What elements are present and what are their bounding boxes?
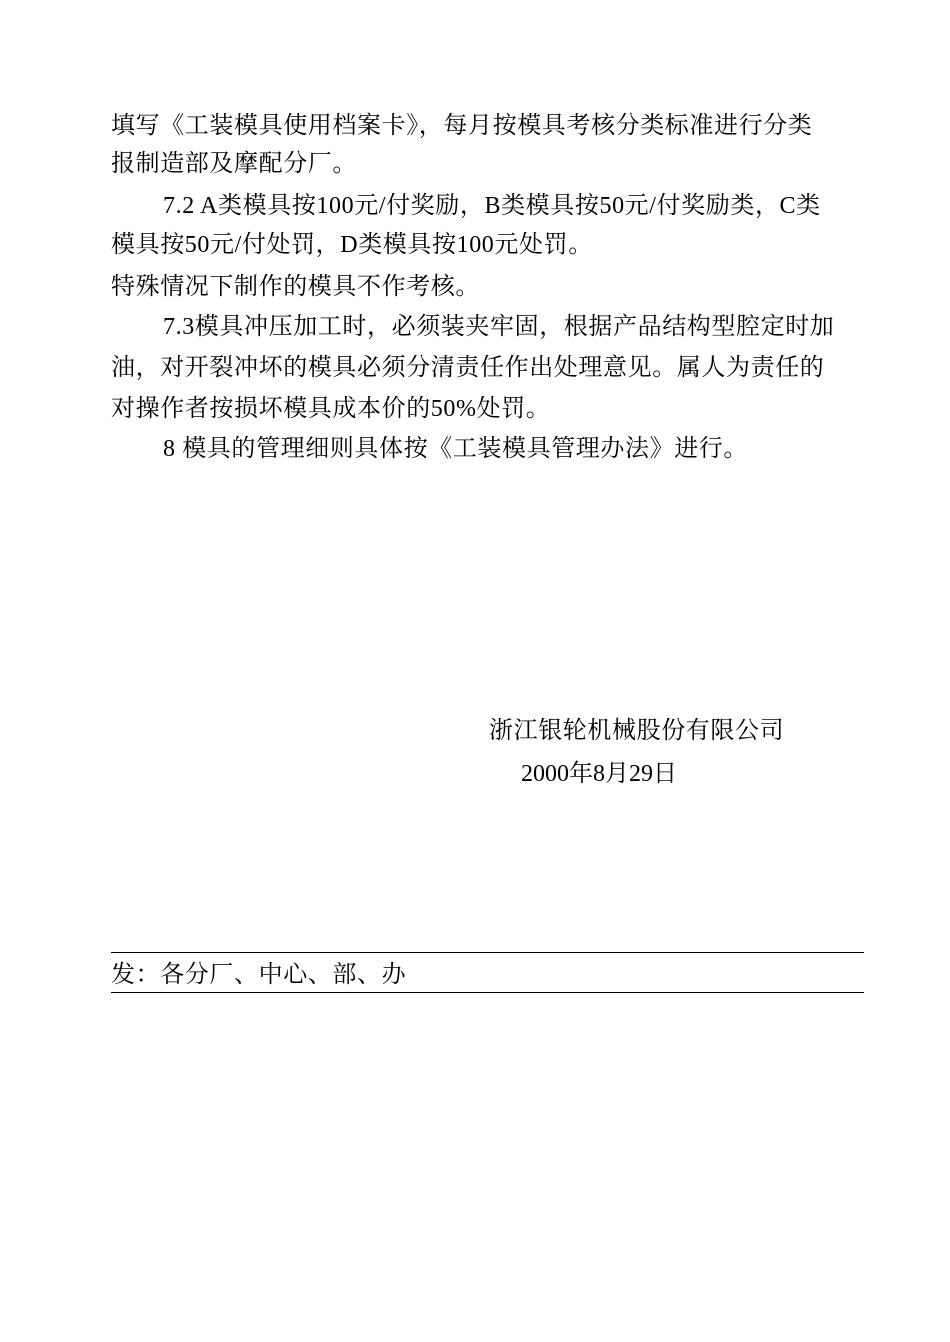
clause-7-2-line-1: 7.2 A类模具按100元/付奖励，B类模具按50元/付奖励类，C类 bbox=[163, 193, 821, 219]
distribution-list: 发：各分厂、中心、部、办 bbox=[111, 962, 407, 988]
signature-date: 2000年8月29日 bbox=[521, 761, 677, 787]
clause-7-3-line-1: 7.3模具冲压加工时，必须装夹牢固，根据产品结构型腔定时加 bbox=[163, 314, 835, 340]
body-line-1: 填写《工装模具使用档案卡》，每月按模具考核分类标准进行分类 bbox=[111, 113, 813, 139]
distribution-top-rule bbox=[111, 952, 864, 953]
clause-7-2-line-2: 模具按50元/付处罚，D类模具按100元处罚。 bbox=[111, 232, 593, 258]
clause-7-3-line-3: 对操作者按损坏模具成本价的50%处罚。 bbox=[111, 396, 551, 422]
signature-company: 浙江银轮机械股份有限公司 bbox=[489, 718, 785, 744]
body-line-2: 报制造部及摩配分厂。 bbox=[111, 151, 357, 177]
clause-7-3-line-2: 油，对开裂冲坏的模具必须分清责任作出处理意见。属人为责任的 bbox=[111, 355, 825, 381]
special-case-note: 特殊情况下制作的模具不作考核。 bbox=[111, 274, 480, 300]
clause-8: 8 模具的管理细则具体按《工装模具管理办法》进行。 bbox=[163, 436, 748, 462]
distribution-bottom-rule bbox=[111, 992, 864, 993]
